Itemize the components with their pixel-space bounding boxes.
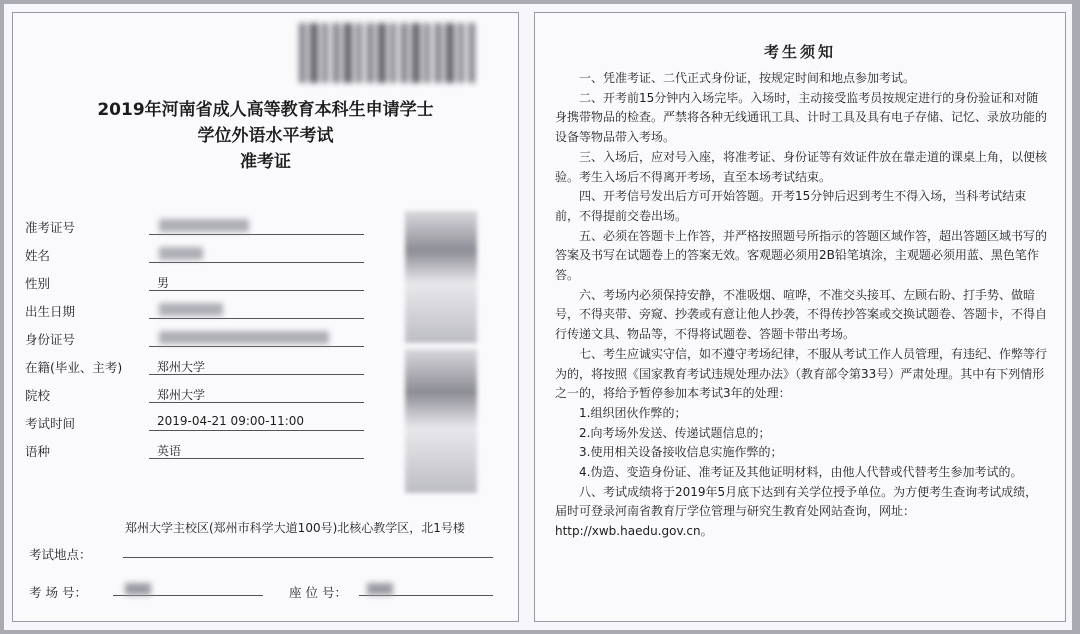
barcode [299,23,475,83]
exam-notice-panel [534,12,1066,622]
notice-paragraph: 七、考生应诚实守信，如不遵守考场纪律，不服从考试工作人员管理，有违纪、作弊等行为的，将按照《国家教育考试违规处理办法》（教育部令第33号）严肃处理。其中有下列情形之一的，将给予暂停参加本考试3年的处理： [555,346,1048,401]
notice-paragraph: 六、考场内必须保持安静，不准吸烟、喧哗，不准交头接耳、左顾右盼、打手势、做暗号，不得夹带、旁窥、抄袭或有意让他人抄袭，不得传抄答案或交换试题卷、答题卡，不得自行传递文具、物品等，不得将试题卷、答题卡带出考场。 [555,287,1048,342]
field-value: 郑州大学 [157,360,206,374]
admission-ticket-sheet [4,4,1072,630]
notice-paragraph: 二、开考前15分钟内入场完毕。入场时，主动接受监考员按规定进行的身份验证和对随身携带物品的检查。严禁将各种无线通讯工具、计时工具及具有电子存储、记忆、录放功能的设备等物品带入考场。 [555,90,1048,145]
field-label: 身份证号 [25,332,76,347]
field-value: 英语 [157,444,182,458]
notice-item: 2.向考场外发送、传递试题信息的； [579,425,771,440]
redacted-value [159,247,203,260]
card-title-line1: 2019年河南省成人高等教育本科生申请学士 [97,100,434,120]
redacted-value [159,331,329,344]
field-label: 出生日期 [25,304,76,319]
notice-paragraph-final: 八、考试成绩将于2019年5月底下达到有关学位授予单位。为方便考生查询考试成绩，届时可登录河南省教育厅学位管理与研究生教育处网站查询，网址：http://xwb.haedu.gov.cn。 [555,484,1038,539]
photo-blurred-bottom [405,349,477,493]
field-label: 在籍(毕业、主考) [25,360,123,375]
redacted-seat [367,583,393,595]
photo-blurred-top [405,211,477,343]
field-label: 考试时间 [25,416,76,431]
notice-paragraph: 五、必须在答题卡上作答，并严格按照题号所指示的答题区域作答，超出答题区域书写的答案及书写在试题卷上的答案无效。客观题必须用2B铅笔填涂，主观题必须用蓝、黑色笔作答。 [555,228,1048,283]
field-label: 院校 [25,388,51,403]
notice-paragraph: 四、开考信号发出后方可开始答题。开考15分钟后迟到考生不得入场，当科考试结束前，不得提前交卷出场。 [555,189,1027,223]
exam-address: 郑州大学主校区(郑州市科学大道100号)北核心教学区，北1号楼 [125,521,465,535]
seat-number-label: 座 位 号： [289,585,347,600]
notice-title: 考生须知 [763,43,836,61]
card-title-line3: 准考证 [240,152,291,172]
admission-card-panel [12,12,519,622]
field-label: 语种 [25,444,51,459]
field-value: 男 [157,276,170,290]
notice-body [555,69,1049,542]
field-label: 性别 [25,276,51,291]
notice-item: 4.伪造、变造身份证、准考证及其他证明材料，由他人代替或代替考生参加考试的。 [579,465,1023,480]
notice-item: 3.使用相关设备接收信息实施作弊的； [579,445,783,460]
field-value: 郑州大学 [157,388,206,402]
card-title-line2: 学位外语水平考试 [197,126,334,146]
notice-item: 1.组织团伙作弊的； [579,405,687,420]
redacted-value [159,303,223,316]
field-label: 准考证号 [25,220,76,235]
field-value: 2019-04-21 09:00-11:00 [157,414,305,428]
field-label: 姓名 [25,248,51,263]
redacted-value [159,219,249,232]
exam-location-label: 考试地点： [29,547,92,562]
exam-room-label: 考 场 号： [29,585,87,600]
notice-paragraph: 三、入场后，应对号入座，将准考证、身份证等有效证件放在靠走道的课桌上角，以便核验。考生入场后不得离开考场，直至本场考试结束。 [555,149,1048,184]
redacted-room [125,583,151,595]
notice-paragraph: 一、凭准考证、二代正式身份证，按规定时间和地点参加考试。 [579,71,916,85]
